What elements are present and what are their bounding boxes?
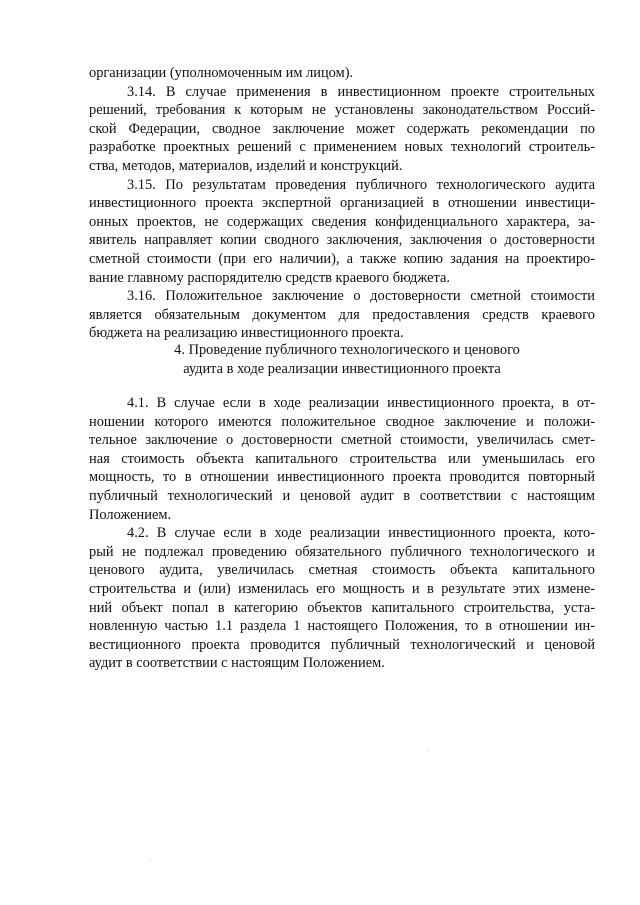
paragraphs-section-4 — [89, 394, 595, 673]
paragraph-line: является обязательным документом для предоставления средств краевого — [89, 306, 595, 323]
paragraph-line: Положением. — [89, 506, 172, 523]
paragraph-line: ношении которого имеются положительное сводное заключение и положи- — [89, 413, 595, 430]
paragraph-line: 3.15. По результатам проведения публичного технологического аудита — [127, 176, 595, 193]
paragraph-line: онных проектов, не содержащих сведения конфиденциального характера, за- — [89, 213, 595, 230]
scan-speck — [428, 750, 429, 751]
paragraph-line: ценового аудита, увеличилась сметная стоимость объекта капитального — [89, 562, 595, 579]
paragraph-line: рый не подлежал проведению обязательного публичного технологического и — [89, 543, 595, 560]
paragraph-line: 3.14. В случае применения в инвестиционном проекте строительных — [127, 83, 595, 100]
paragraph-line: публичный технологический и ценовой аудит в соответствии с настоящим — [89, 487, 595, 504]
paragraph-line: аудит в соответствии с настоящим Положением. — [89, 655, 385, 672]
paragraph-line: сметной стоимости (при его наличии), а также копию задания на проектиро- — [89, 250, 595, 267]
paragraph-line: 4.1. В случае если в ходе реализации инвестиционного проекта, в от- — [127, 395, 595, 411]
paragraph-line: вание главному распорядителю средств краевого бюджета. — [89, 269, 450, 286]
paragraph-line: ской Федерации, сводное заключение может содержать рекомендации по — [89, 120, 595, 137]
paragraph-line: тельное заключение о достоверности сметной стоимости, увеличилась смет- — [89, 432, 595, 449]
paragraph-line: ная стоимость объекта капитального строительства или уменьшилась его — [89, 450, 595, 467]
scan-speck — [150, 860, 151, 861]
paragraph-line: мощность, то в отношении инвестиционного проекта проводится повторный — [89, 469, 595, 486]
paragraph-line: новленную частью 1.1 раздела 1 настоящего Положения, то в отношении ин- — [89, 618, 595, 635]
paragraph-line: вестиционного проекта проводится публичный технологический и ценовой — [89, 636, 595, 653]
paragraph-line: решений, требования к которым не установлены законодательством Россий- — [89, 102, 595, 119]
paragraph-line: разработке проектных решений с применением новых технологий строитель- — [89, 139, 595, 156]
paragraph-line: инвестиционного проекта экспертной организацией в отношении инвестици- — [89, 195, 595, 212]
heading-line: аудита в ходе реализации инвестиционного проекта — [183, 360, 501, 377]
paragraph-line: 4.2. В случае если в ходе реализации инвестиционного проекта, кото- — [127, 525, 595, 542]
paragraph-line: бюджета на реализацию инвестиционного проекта. — [89, 325, 404, 342]
paragraph-line: ства, методов, материалов, изделий и конструкций. — [89, 157, 403, 174]
paragraph-line: ний объект попал в категорию объектов капитального строительства, уста- — [89, 599, 595, 616]
heading-line: 4. Проведение публичного технологического и ценового — [174, 342, 520, 358]
paragraphs-section-3 — [89, 64, 595, 343]
paragraph-line: строительства и (или) изменилась его мощность и в результате этих измене- — [89, 580, 595, 597]
paragraph-line: 3.16. Положительное заключение о достоверности сметной стоимости — [127, 288, 595, 305]
paragraph-line: организации (уполномоченным им лицом). — [89, 65, 354, 81]
section-4-heading — [89, 341, 595, 378]
paragraph-line: явитель направляет копии сводного заключения, заключения о достоверности — [89, 232, 595, 249]
